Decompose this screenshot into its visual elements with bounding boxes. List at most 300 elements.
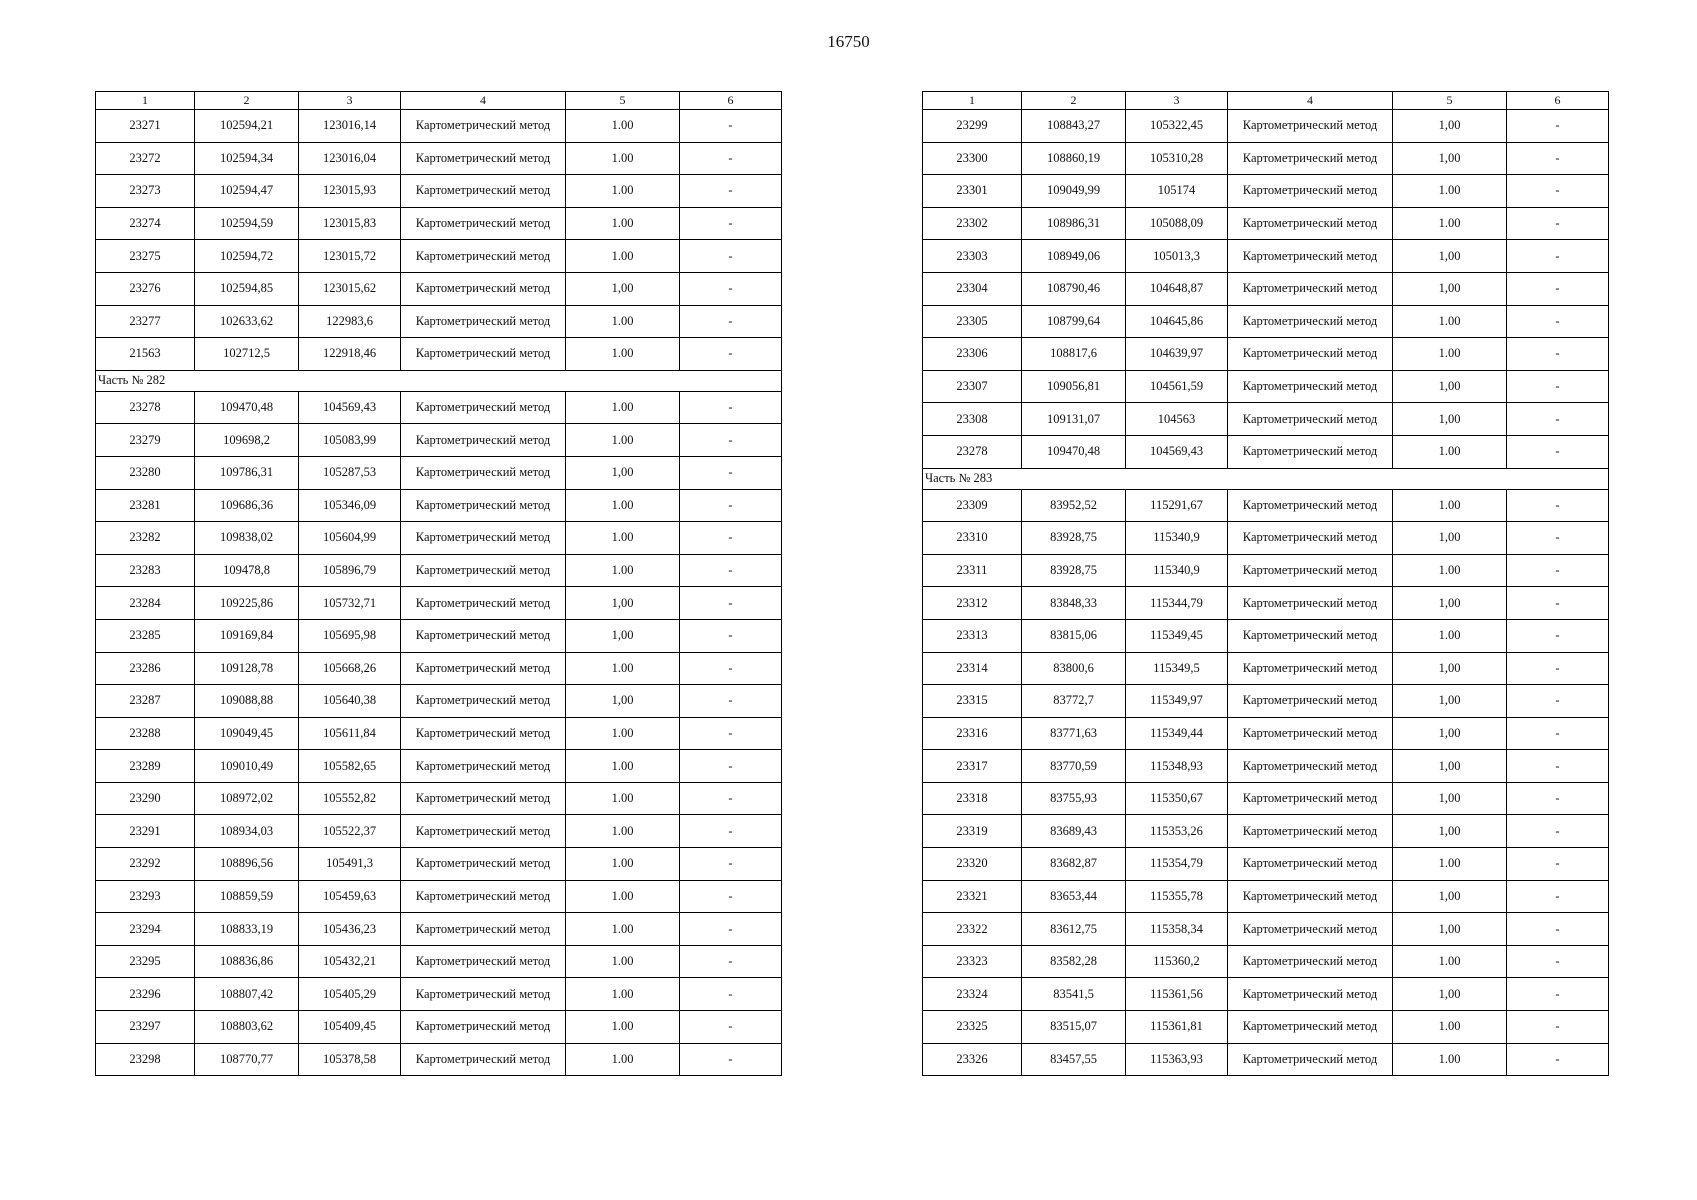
x-coordinate-cell: 108790,46 (1022, 272, 1126, 305)
x-coordinate-cell: 109470,48 (195, 391, 299, 424)
method-cell: Картометрический метод (1228, 587, 1393, 620)
accuracy-cell: 1,00 (1393, 815, 1507, 848)
description-cell: - (1507, 522, 1609, 555)
table-row (96, 782, 782, 815)
accuracy-cell: 1,00 (1393, 522, 1507, 555)
table-row (923, 489, 1609, 522)
table-row (96, 456, 782, 489)
point-number-cell: 23279 (96, 424, 195, 457)
x-coordinate-cell: 102594,21 (195, 110, 299, 143)
y-coordinate-cell: 115361,81 (1126, 1011, 1228, 1044)
point-number-cell: 23275 (96, 240, 195, 273)
method-cell: Картометрический метод (1228, 110, 1393, 143)
column-header: 1 (923, 92, 1022, 110)
y-coordinate-cell: 105459,63 (299, 880, 401, 913)
y-coordinate-cell: 115358,34 (1126, 913, 1228, 946)
column-header: 1 (96, 92, 195, 110)
point-number-cell: 23315 (923, 685, 1022, 718)
table-body (96, 92, 782, 1076)
point-number-cell: 23278 (923, 435, 1022, 468)
table-row (923, 110, 1609, 143)
x-coordinate-cell: 109838,02 (195, 522, 299, 555)
y-coordinate-cell: 105522,37 (299, 815, 401, 848)
accuracy-cell: 1.00 (1393, 305, 1507, 338)
method-cell: Картометрический метод (1228, 370, 1393, 403)
method-cell: Картометрический метод (401, 110, 566, 143)
y-coordinate-cell: 105732,71 (299, 587, 401, 620)
point-number-cell: 23308 (923, 403, 1022, 436)
y-coordinate-cell: 104648,87 (1126, 272, 1228, 305)
x-coordinate-cell: 83928,75 (1022, 522, 1126, 555)
method-cell: Картометрический метод (1228, 338, 1393, 371)
column-header: 5 (566, 92, 680, 110)
point-number-cell: 23304 (923, 272, 1022, 305)
table-row (923, 619, 1609, 652)
description-cell: - (1507, 142, 1609, 175)
column-header-row (923, 92, 1609, 110)
point-number-cell: 23326 (923, 1043, 1022, 1076)
accuracy-cell: 1,00 (1393, 782, 1507, 815)
right-coordinates-table (922, 91, 1608, 1076)
column-header: 2 (1022, 92, 1126, 110)
table-row (96, 652, 782, 685)
description-cell: - (680, 207, 782, 240)
y-coordinate-cell: 115355,78 (1126, 880, 1228, 913)
method-cell: Картометрический метод (1228, 272, 1393, 305)
accuracy-cell: 1.00 (566, 750, 680, 783)
point-number-cell: 23310 (923, 522, 1022, 555)
point-number-cell: 23297 (96, 1011, 195, 1044)
x-coordinate-cell: 83515,07 (1022, 1011, 1126, 1044)
accuracy-cell: 1.00 (1393, 175, 1507, 208)
column-header: 6 (680, 92, 782, 110)
table-row (96, 110, 782, 143)
accuracy-cell: 1.00 (566, 1043, 680, 1076)
table-row (923, 587, 1609, 620)
accuracy-cell: 1.00 (566, 848, 680, 881)
method-cell: Картометрический метод (401, 913, 566, 946)
table-row (923, 978, 1609, 1011)
description-cell: - (1507, 587, 1609, 620)
description-cell: - (1507, 913, 1609, 946)
point-number-cell: 23300 (923, 142, 1022, 175)
description-cell: - (1507, 978, 1609, 1011)
description-cell: - (680, 587, 782, 620)
description-cell: - (1507, 435, 1609, 468)
table-row (96, 587, 782, 620)
description-cell: - (1507, 207, 1609, 240)
table-row (96, 142, 782, 175)
description-cell: - (1507, 554, 1609, 587)
x-coordinate-cell: 83770,59 (1022, 750, 1126, 783)
accuracy-cell: 1,00 (1393, 403, 1507, 436)
point-number-cell: 23283 (96, 554, 195, 587)
table-row (96, 522, 782, 555)
table-row (923, 272, 1609, 305)
method-cell: Картометрический метод (1228, 175, 1393, 208)
x-coordinate-cell: 109088,88 (195, 685, 299, 718)
section-row (96, 370, 782, 391)
point-number-cell: 23298 (96, 1043, 195, 1076)
accuracy-cell: 1.00 (566, 424, 680, 457)
accuracy-cell: 1,00 (1393, 685, 1507, 718)
x-coordinate-cell: 83800,6 (1022, 652, 1126, 685)
point-number-cell: 23307 (923, 370, 1022, 403)
accuracy-cell: 1.00 (1393, 1011, 1507, 1044)
table-row (923, 1043, 1609, 1076)
table-row (96, 815, 782, 848)
method-cell: Картометрический метод (401, 782, 566, 815)
x-coordinate-cell: 108972,02 (195, 782, 299, 815)
accuracy-cell: 1.00 (566, 207, 680, 240)
accuracy-cell: 1,00 (1393, 110, 1507, 143)
x-coordinate-cell: 102594,72 (195, 240, 299, 273)
description-cell: - (680, 142, 782, 175)
point-number-cell: 23271 (96, 110, 195, 143)
description-cell: - (680, 489, 782, 522)
table-row (923, 305, 1609, 338)
x-coordinate-cell: 108986,31 (1022, 207, 1126, 240)
table-row (923, 782, 1609, 815)
method-cell: Картометрический метод (401, 554, 566, 587)
method-cell: Картометрический метод (401, 1011, 566, 1044)
x-coordinate-cell: 83772,7 (1022, 685, 1126, 718)
description-cell: - (680, 685, 782, 718)
method-cell: Картометрический метод (1228, 848, 1393, 881)
y-coordinate-cell: 115350,67 (1126, 782, 1228, 815)
x-coordinate-cell: 109010,49 (195, 750, 299, 783)
x-coordinate-cell: 108836,86 (195, 945, 299, 978)
table-row (923, 370, 1609, 403)
table-row (96, 175, 782, 208)
description-cell: - (680, 880, 782, 913)
accuracy-cell: 1,00 (1393, 240, 1507, 273)
description-cell: - (1507, 685, 1609, 718)
accuracy-cell: 1.00 (566, 880, 680, 913)
table-row (923, 435, 1609, 468)
table-row (923, 403, 1609, 436)
accuracy-cell: 1.00 (1393, 435, 1507, 468)
x-coordinate-cell: 102594,47 (195, 175, 299, 208)
description-cell: - (1507, 717, 1609, 750)
accuracy-cell: 1.00 (1393, 554, 1507, 587)
x-coordinate-cell: 108860,19 (1022, 142, 1126, 175)
method-cell: Картометрический метод (1228, 782, 1393, 815)
point-number-cell: 23284 (96, 587, 195, 620)
point-number-cell: 23282 (96, 522, 195, 555)
y-coordinate-cell: 105604,99 (299, 522, 401, 555)
table-row (96, 913, 782, 946)
accuracy-cell: 1.00 (566, 945, 680, 978)
x-coordinate-cell: 83848,33 (1022, 587, 1126, 620)
y-coordinate-cell: 104645,86 (1126, 305, 1228, 338)
table-row (96, 391, 782, 424)
description-cell: - (680, 424, 782, 457)
x-coordinate-cell: 83682,87 (1022, 848, 1126, 881)
description-cell: - (1507, 848, 1609, 881)
table-row (96, 750, 782, 783)
point-number-cell: 23324 (923, 978, 1022, 1011)
description-cell: - (1507, 750, 1609, 783)
description-cell: - (1507, 305, 1609, 338)
y-coordinate-cell: 105405,29 (299, 978, 401, 1011)
description-cell: - (1507, 489, 1609, 522)
description-cell: - (1507, 110, 1609, 143)
point-number-cell: 23322 (923, 913, 1022, 946)
point-number-cell: 21563 (96, 338, 195, 371)
description-cell: - (680, 456, 782, 489)
description-cell: - (680, 782, 782, 815)
coordinates-table (95, 91, 782, 1076)
table-row (96, 619, 782, 652)
description-cell: - (1507, 1011, 1609, 1044)
method-cell: Картометрический метод (1228, 489, 1393, 522)
accuracy-cell: 1.00 (566, 1011, 680, 1044)
method-cell: Картометрический метод (401, 456, 566, 489)
y-coordinate-cell: 104561,59 (1126, 370, 1228, 403)
table-row (96, 880, 782, 913)
method-cell: Картометрический метод (401, 815, 566, 848)
description-cell: - (680, 717, 782, 750)
y-coordinate-cell: 123016,04 (299, 142, 401, 175)
x-coordinate-cell: 102594,85 (195, 272, 299, 305)
accuracy-cell: 1,00 (1393, 652, 1507, 685)
point-number-cell: 23321 (923, 880, 1022, 913)
column-header: 2 (195, 92, 299, 110)
y-coordinate-cell: 105668,26 (299, 652, 401, 685)
point-number-cell: 23280 (96, 456, 195, 489)
point-number-cell: 23273 (96, 175, 195, 208)
x-coordinate-cell: 108833,19 (195, 913, 299, 946)
accuracy-cell: 1,00 (566, 587, 680, 620)
table-row (923, 815, 1609, 848)
description-cell: - (680, 305, 782, 338)
table-row (923, 685, 1609, 718)
x-coordinate-cell: 109131,07 (1022, 403, 1126, 436)
point-number-cell: 23302 (923, 207, 1022, 240)
description-cell: - (1507, 370, 1609, 403)
description-cell: - (1507, 652, 1609, 685)
point-number-cell: 23313 (923, 619, 1022, 652)
accuracy-cell: 1.00 (566, 305, 680, 338)
method-cell: Картометрический метод (401, 424, 566, 457)
method-cell: Картометрический метод (1228, 142, 1393, 175)
x-coordinate-cell: 109698,2 (195, 424, 299, 457)
accuracy-cell: 1,00 (1393, 750, 1507, 783)
method-cell: Картометрический метод (401, 391, 566, 424)
y-coordinate-cell: 115348,93 (1126, 750, 1228, 783)
description-cell: - (680, 338, 782, 371)
table-row (96, 1011, 782, 1044)
y-coordinate-cell: 115354,79 (1126, 848, 1228, 881)
column-header: 5 (1393, 92, 1507, 110)
column-header: 3 (299, 92, 401, 110)
point-number-cell: 23320 (923, 848, 1022, 881)
description-cell: - (680, 750, 782, 783)
y-coordinate-cell: 104639,97 (1126, 338, 1228, 371)
description-cell: - (680, 848, 782, 881)
method-cell: Картометрический метод (401, 522, 566, 555)
x-coordinate-cell: 83689,43 (1022, 815, 1126, 848)
method-cell: Картометрический метод (1228, 619, 1393, 652)
method-cell: Картометрический метод (1228, 815, 1393, 848)
x-coordinate-cell: 109225,86 (195, 587, 299, 620)
x-coordinate-cell: 109169,84 (195, 619, 299, 652)
point-number-cell: 23301 (923, 175, 1022, 208)
section-label: Часть № 283 (923, 468, 1609, 489)
point-number-cell: 23317 (923, 750, 1022, 783)
x-coordinate-cell: 108859,59 (195, 880, 299, 913)
point-number-cell: 23272 (96, 142, 195, 175)
accuracy-cell: 1,00 (566, 619, 680, 652)
accuracy-cell: 1.00 (1393, 945, 1507, 978)
x-coordinate-cell: 109686,36 (195, 489, 299, 522)
accuracy-cell: 1.00 (566, 913, 680, 946)
x-coordinate-cell: 102594,34 (195, 142, 299, 175)
accuracy-cell: 1.00 (1393, 848, 1507, 881)
accuracy-cell: 1.00 (1393, 619, 1507, 652)
y-coordinate-cell: 104569,43 (299, 391, 401, 424)
method-cell: Картометрический метод (1228, 1043, 1393, 1076)
x-coordinate-cell: 83771,63 (1022, 717, 1126, 750)
accuracy-cell: 1,00 (1393, 717, 1507, 750)
point-number-cell: 23311 (923, 554, 1022, 587)
section-row (923, 468, 1609, 489)
x-coordinate-cell: 102594,59 (195, 207, 299, 240)
table-row (96, 554, 782, 587)
x-coordinate-cell: 83582,28 (1022, 945, 1126, 978)
description-cell: - (680, 945, 782, 978)
y-coordinate-cell: 122983,6 (299, 305, 401, 338)
accuracy-cell: 1,00 (1393, 913, 1507, 946)
x-coordinate-cell: 109470,48 (1022, 435, 1126, 468)
table-row (96, 489, 782, 522)
point-number-cell: 23291 (96, 815, 195, 848)
y-coordinate-cell: 105409,45 (299, 1011, 401, 1044)
y-coordinate-cell: 105310,28 (1126, 142, 1228, 175)
x-coordinate-cell: 109786,31 (195, 456, 299, 489)
method-cell: Картометрический метод (1228, 880, 1393, 913)
description-cell: - (680, 1043, 782, 1076)
y-coordinate-cell: 115349,44 (1126, 717, 1228, 750)
x-coordinate-cell: 108807,42 (195, 978, 299, 1011)
table-row (923, 522, 1609, 555)
accuracy-cell: 1,00 (1393, 370, 1507, 403)
table-row (923, 652, 1609, 685)
description-cell: - (680, 175, 782, 208)
y-coordinate-cell: 115361,56 (1126, 978, 1228, 1011)
method-cell: Картометрический метод (401, 750, 566, 783)
column-header: 4 (1228, 92, 1393, 110)
y-coordinate-cell: 115353,26 (1126, 815, 1228, 848)
method-cell: Картометрический метод (401, 272, 566, 305)
accuracy-cell: 1.00 (566, 338, 680, 371)
accuracy-cell: 1.00 (1393, 338, 1507, 371)
y-coordinate-cell: 115363,93 (1126, 1043, 1228, 1076)
point-number-cell: 23278 (96, 391, 195, 424)
accuracy-cell: 1,00 (1393, 587, 1507, 620)
y-coordinate-cell: 105346,09 (299, 489, 401, 522)
point-number-cell: 23293 (96, 880, 195, 913)
method-cell: Картометрический метод (1228, 403, 1393, 436)
y-coordinate-cell: 105436,23 (299, 913, 401, 946)
method-cell: Картометрический метод (401, 587, 566, 620)
method-cell: Картометрический метод (1228, 305, 1393, 338)
column-header: 6 (1507, 92, 1609, 110)
method-cell: Картометрический метод (1228, 750, 1393, 783)
x-coordinate-cell: 109128,78 (195, 652, 299, 685)
table-row (923, 338, 1609, 371)
description-cell: - (680, 619, 782, 652)
point-number-cell: 23290 (96, 782, 195, 815)
x-coordinate-cell: 109056,81 (1022, 370, 1126, 403)
point-number-cell: 23316 (923, 717, 1022, 750)
y-coordinate-cell: 105322,45 (1126, 110, 1228, 143)
method-cell: Картометрический метод (401, 305, 566, 338)
x-coordinate-cell: 108770,77 (195, 1043, 299, 1076)
table-row (923, 750, 1609, 783)
method-cell: Картометрический метод (1228, 685, 1393, 718)
method-cell: Картометрический метод (401, 240, 566, 273)
method-cell: Картометрический метод (1228, 522, 1393, 555)
y-coordinate-cell: 105640,38 (299, 685, 401, 718)
point-number-cell: 23281 (96, 489, 195, 522)
table-row (96, 1043, 782, 1076)
point-number-cell: 23276 (96, 272, 195, 305)
method-cell: Картометрический метод (401, 1043, 566, 1076)
x-coordinate-cell: 83457,55 (1022, 1043, 1126, 1076)
x-coordinate-cell: 83928,75 (1022, 554, 1126, 587)
column-header: 4 (401, 92, 566, 110)
description-cell: - (1507, 272, 1609, 305)
y-coordinate-cell: 123015,83 (299, 207, 401, 240)
table-row (96, 424, 782, 457)
description-cell: - (1507, 815, 1609, 848)
point-number-cell: 23294 (96, 913, 195, 946)
method-cell: Картометрический метод (401, 685, 566, 718)
x-coordinate-cell: 83952,52 (1022, 489, 1126, 522)
accuracy-cell: 1.00 (566, 175, 680, 208)
description-cell: - (680, 272, 782, 305)
point-number-cell: 23274 (96, 207, 195, 240)
point-number-cell: 23289 (96, 750, 195, 783)
table-row (923, 880, 1609, 913)
point-number-cell: 23303 (923, 240, 1022, 273)
y-coordinate-cell: 122918,46 (299, 338, 401, 371)
y-coordinate-cell: 115291,67 (1126, 489, 1228, 522)
accuracy-cell: 1.00 (566, 391, 680, 424)
description-cell: - (680, 815, 782, 848)
column-header: 3 (1126, 92, 1228, 110)
accuracy-cell: 1.00 (566, 717, 680, 750)
y-coordinate-cell: 105611,84 (299, 717, 401, 750)
table-row (96, 207, 782, 240)
description-cell: - (680, 240, 782, 273)
accuracy-cell: 1.00 (566, 815, 680, 848)
method-cell: Картометрический метод (1228, 435, 1393, 468)
description-cell: - (680, 554, 782, 587)
description-cell: - (1507, 175, 1609, 208)
y-coordinate-cell: 104563 (1126, 403, 1228, 436)
accuracy-cell: 1.00 (566, 489, 680, 522)
y-coordinate-cell: 105378,58 (299, 1043, 401, 1076)
method-cell: Картометрический метод (401, 652, 566, 685)
method-cell: Картометрический метод (1228, 652, 1393, 685)
point-number-cell: 23319 (923, 815, 1022, 848)
x-coordinate-cell: 83541,5 (1022, 978, 1126, 1011)
accuracy-cell: 1.00 (566, 142, 680, 175)
x-coordinate-cell: 108949,06 (1022, 240, 1126, 273)
